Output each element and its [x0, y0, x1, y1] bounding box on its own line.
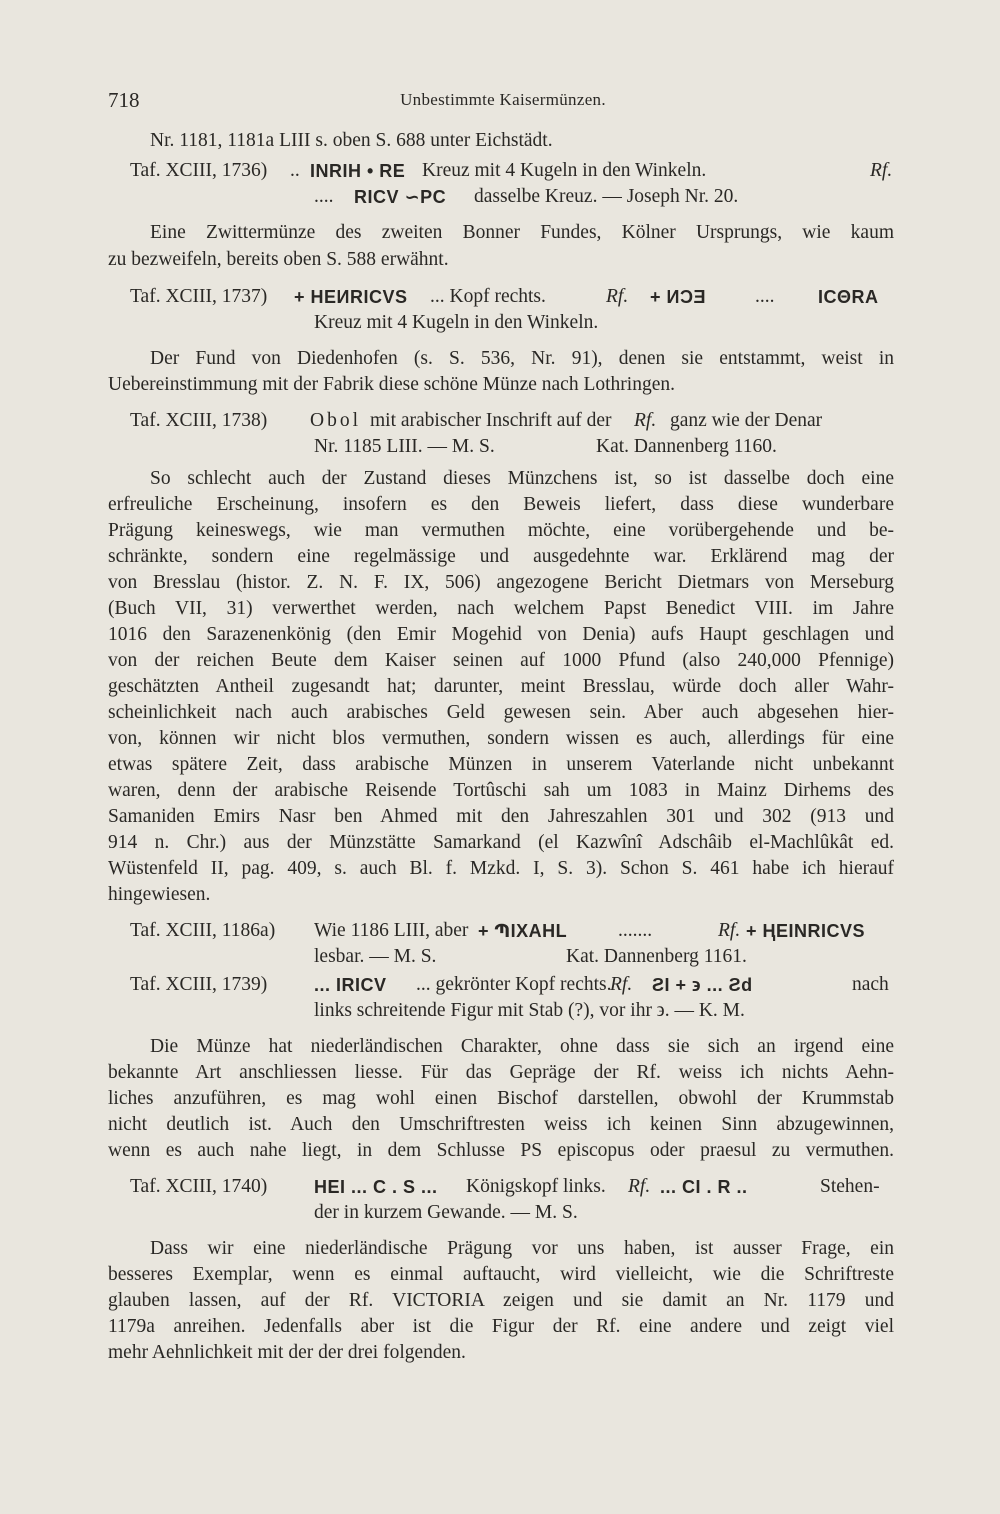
dots: ..	[290, 160, 300, 181]
coin-legend: ƧI + ϶ ... Ƨd	[652, 975, 753, 995]
paragraph-line: geschätzten Antheil zugesandt hat; darunter, meint Bresslau, würde doch aller Wahr-	[108, 676, 894, 697]
entry-1739-line1	[130, 972, 894, 998]
paragraph-line: 914 n. Chr.) aus der Münzstätte Samarkand (el Kazwînî Adschâib el-Machlûkât ed.	[108, 832, 894, 853]
entry-text: ganz wie der Denar	[670, 410, 823, 431]
coin-legend: ... CI . R ..	[660, 1177, 748, 1197]
paragraph-line: glauben lassen, auf der Rf. VICTORIA zeigen und sie damit an Nr. 1179 und	[108, 1290, 894, 1311]
entry-text: Stehen-	[820, 1176, 880, 1197]
paragraph-line: etwas spätere Zeit, dass arabische Münzen in unserem Vaterlande nicht unbekannt	[108, 754, 894, 775]
paragraph-line: wenn es auch nahe liegt, in dem Schlusse PS episcopus oder praesul zu vermuthen.	[108, 1140, 894, 1161]
catalog-ref: Kat. Dannenberg 1161.	[566, 946, 747, 967]
page-number: 718	[108, 88, 140, 112]
paragraph-line: waren, denn der arabische Reisende Tortûschi sah um 1083 in Mainz Dirhems des	[108, 780, 894, 801]
entry-text: Wie 1186 LIII, aber	[314, 920, 469, 941]
entry-1186a-line1	[130, 918, 900, 944]
entry-1737-line2: Kreuz mit 4 Kugeln in den Winkeln.	[314, 312, 599, 333]
paragraph-line: 1179a anreihen. Jedenfalls aber ist die Figur der Rf. eine andere und zeigt viel	[108, 1316, 894, 1337]
entry-1738-line1	[130, 408, 894, 434]
entry-ref: Taf. XCIII, 1186a)	[130, 920, 276, 941]
coin-legend: + ИƆƎ	[650, 287, 706, 307]
entry-text: nach	[852, 974, 889, 995]
entry-1736-line2	[314, 184, 894, 210]
entry-text: Königskopf links.	[466, 1176, 606, 1197]
catalog-ref: Kat. Dannenberg 1160.	[596, 436, 777, 457]
entry-1186a-line2	[314, 944, 894, 970]
dots: ....	[314, 186, 334, 207]
paragraph-line: scheinlichkeit nach auch arabisches Geld gewesen sein. Aber auch abgesehen hier-	[108, 702, 894, 723]
paragraph-line: liches anzuführen, es mag wohl einen Bischof darstellen, obwohl der Krummstab	[108, 1088, 894, 1109]
entry-text: mit arabischer Inschrift auf der	[370, 410, 612, 431]
entry-text: Obol	[310, 410, 361, 431]
reverse-abbrev: Rf.	[606, 286, 629, 307]
reverse-abbrev: Rf.	[610, 974, 633, 995]
entry-1736-line1	[130, 158, 894, 184]
entry-ref: Taf. XCIII, 1740)	[130, 1176, 268, 1197]
reverse-abbrev: Rf.	[634, 410, 657, 431]
paragraph-line: nicht deutlich ist. Auch den Umschriftresten weiss ich keinen Sinn abzugewinnen,	[108, 1114, 894, 1135]
entry-1737-line1	[130, 284, 894, 310]
entry-1740-line2: der in kurzem Gewande. — M. S.	[314, 1202, 578, 1223]
running-head: Unbestimmte Kaisermünzen.	[400, 90, 606, 109]
paragraph-line: Die Münze hat niederländischen Charakter, ohne dass sie sich an irgend eine	[150, 1036, 894, 1057]
entry-text: Kreuz mit 4 Kugeln in den Winkeln.	[422, 160, 707, 181]
entry-ref: Taf. XCIII, 1737)	[130, 286, 268, 307]
coin-legend: + HEИRICVS	[294, 287, 408, 307]
entry-1739-line2: links schreitende Figur mit Stab (?), vor ihr ϶. — K. M.	[314, 1000, 745, 1021]
paragraph-line: Eine Zwittermünze des zweiten Bonner Fundes, Kölner Ursprungs, wie kaum	[150, 222, 894, 243]
entry-1181-line: Nr. 1181, 1181a LIII s. oben S. 688 unter Eichstädt.	[150, 130, 553, 151]
paragraph-line: (Buch VII, 31) verwerthet werden, nach welchem Papst Benedict VIII. im Jahre	[108, 598, 894, 619]
dots: ....	[755, 286, 775, 307]
paragraph-line: So schlecht auch der Zustand dieses Münzchens ist, so ist dasselbe doch eine	[150, 468, 894, 489]
entry-ref: Taf. XCIII, 1738)	[130, 410, 268, 431]
coin-legend: INRIH • RE	[310, 161, 406, 181]
entry-1740-line1	[130, 1174, 894, 1200]
entry-text: lesbar. — M. S.	[314, 946, 437, 967]
reverse-abbrev: Rf.	[870, 160, 893, 181]
paragraph-line: Uebereinstimmung mit der Fabrik diese schöne Münze nach Lothringen.	[108, 374, 675, 395]
paragraph-line: Dass wir eine niederländische Prägung vor uns haben, ist ausser Frage, ein	[150, 1238, 894, 1259]
entry-ref: Taf. XCIII, 1736)	[130, 160, 268, 181]
paragraph-line: bekannte Art anschliessen liesse. Für das Gepräge der Rf. weiss ich nichts Aehn-	[108, 1062, 894, 1083]
coin-legend: + ⱧEINRICVS	[746, 921, 866, 941]
coin-legend: HEI ... C . S ...	[314, 1177, 438, 1197]
paragraph-line: schränkte, sondern eine regelmässige und ausgedehnte war. Erklärend mag der	[108, 546, 894, 567]
coin-legend: ... IRICV	[314, 975, 387, 995]
paragraph-line: Samaniden Emirs Nasr ben Ahmed mit den Jahreszahlen 301 und 302 (913 und	[108, 806, 894, 827]
paragraph-line: von, können wir nicht blos vermuthen, sondern wissen es auch, allerdings für eine	[108, 728, 894, 749]
entry-text: dasselbe Kreuz. — Joseph Nr. 20.	[474, 186, 739, 207]
entry-text: ... Kopf rechts.	[430, 286, 546, 307]
entry-1738-line2	[314, 434, 894, 460]
paragraph-line: mehr Aehnlichkeit mit der der drei folgenden.	[108, 1342, 466, 1363]
coin-legend: + ՊIXAHL	[478, 921, 568, 941]
paragraph-line: Wüstenfeld II, pag. 409, s. auch Bl. f. Mzkd. I, S. 3). Schon S. 461 habe ich hierauf	[108, 858, 894, 879]
paragraph-line: erfreuliche Erscheinung, insofern es den Beweis liefert, dass diese wunderbare	[108, 494, 894, 515]
paragraph-line: von der reichen Beute dem Kaiser seinen auf 1000 Pfund (also 240,000 Pfennige)	[108, 650, 894, 671]
page-header	[108, 88, 898, 112]
reverse-abbrev: Rf.	[628, 1176, 651, 1197]
entry-text: Nr. 1185 LIII. — M. S.	[314, 436, 495, 457]
paragraph-line: hingewiesen.	[108, 884, 211, 905]
coin-legend: ICΘRA	[818, 287, 879, 307]
paragraph-line: von Bresslau (histor. Z. N. F. IX, 506) angezogene Bericht Dietmars von Merseburg	[108, 572, 894, 593]
coin-legend: RICV ∽PC	[354, 187, 447, 207]
paragraph-line: zu bezweifeln, bereits oben S. 588 erwähnt.	[108, 249, 449, 270]
entry-text: ... gekrönter Kopf rechts.	[416, 974, 612, 995]
reverse-abbrev: Rf.	[718, 920, 741, 941]
paragraph-line: besseres Exemplar, wenn es einmal auftaucht, wird vielleicht, wie die Schriftreste	[108, 1264, 894, 1285]
paragraph-line: Der Fund von Diedenhofen (s. S. 536, Nr. 91), denen sie entstammt, weist in	[150, 348, 894, 369]
dots: .......	[618, 920, 653, 941]
paragraph-line: Prägung keineswegs, wie man vermuthen möchte, eine vorübergehende und be-	[108, 520, 894, 541]
entry-ref: Taf. XCIII, 1739)	[130, 974, 268, 995]
paragraph-line: 1016 den Sarazenenkönig (den Emir Mogehid von Denia) aufs Haupt geschlagen und	[108, 624, 894, 645]
